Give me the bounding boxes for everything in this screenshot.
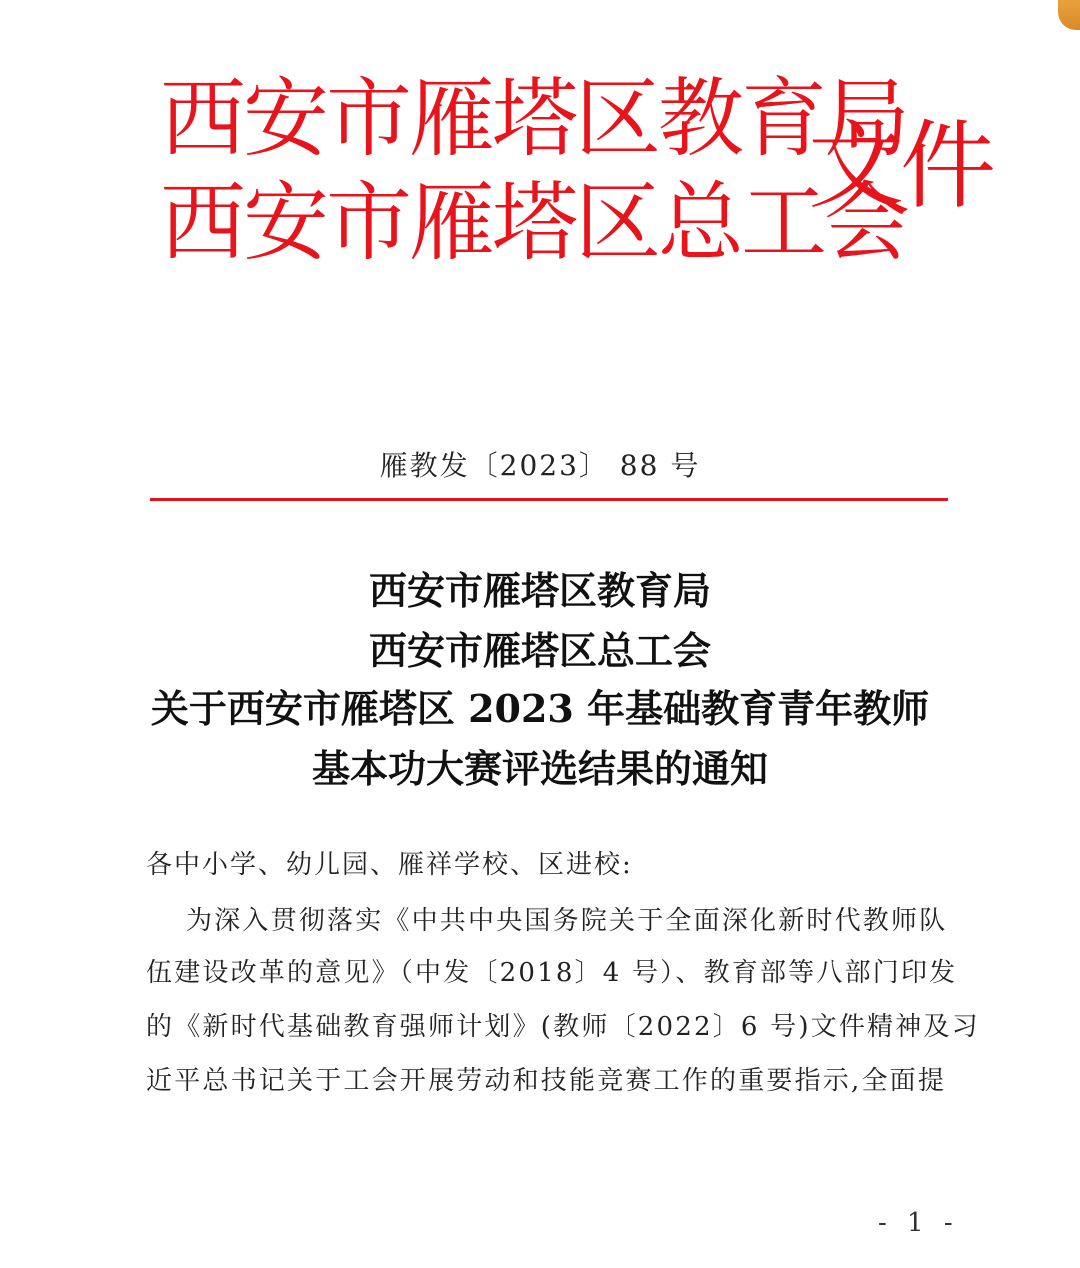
header-org-line-2: 西安市雁塔区总工会: [160, 173, 907, 273]
body-line: 伍建设改革的意见》（中发〔2018〕4 号）、教育部等八部门印发: [146, 958, 958, 988]
page-number: - 1 -: [878, 1208, 959, 1238]
document-number: 雁教发〔2023〕 88 号: [379, 449, 701, 482]
corner-tab-icon: [1058, 0, 1080, 30]
title-line-2: 西安市雁塔区总工会: [368, 628, 711, 673]
red-divider: [150, 498, 948, 501]
title-line-4: 基本功大赛评选结果的通知: [311, 746, 768, 791]
title-line-1: 西安市雁塔区教育局: [368, 568, 711, 613]
header-doc-word: 文件: [808, 110, 992, 222]
title-line-3: 关于西安市雁塔区 2023 年基础教育青年教师: [150, 686, 930, 731]
body-line: 近平总书记关于工会开展劳动和技能竞赛工作的重要指示,全面提: [146, 1066, 947, 1096]
header-org-line-1: 西安市雁塔区教育局: [160, 69, 907, 169]
body-line: 的《新时代基础教育强师计划》(教师〔2022〕6 号)文件精神及习: [146, 1012, 980, 1042]
body-line: 为深入贯彻落实《中共中央国务院关于全面深化新时代教师队: [186, 906, 948, 936]
salutation: 各中小学、幼儿园、雁祥学校、区进校:: [146, 850, 633, 880]
